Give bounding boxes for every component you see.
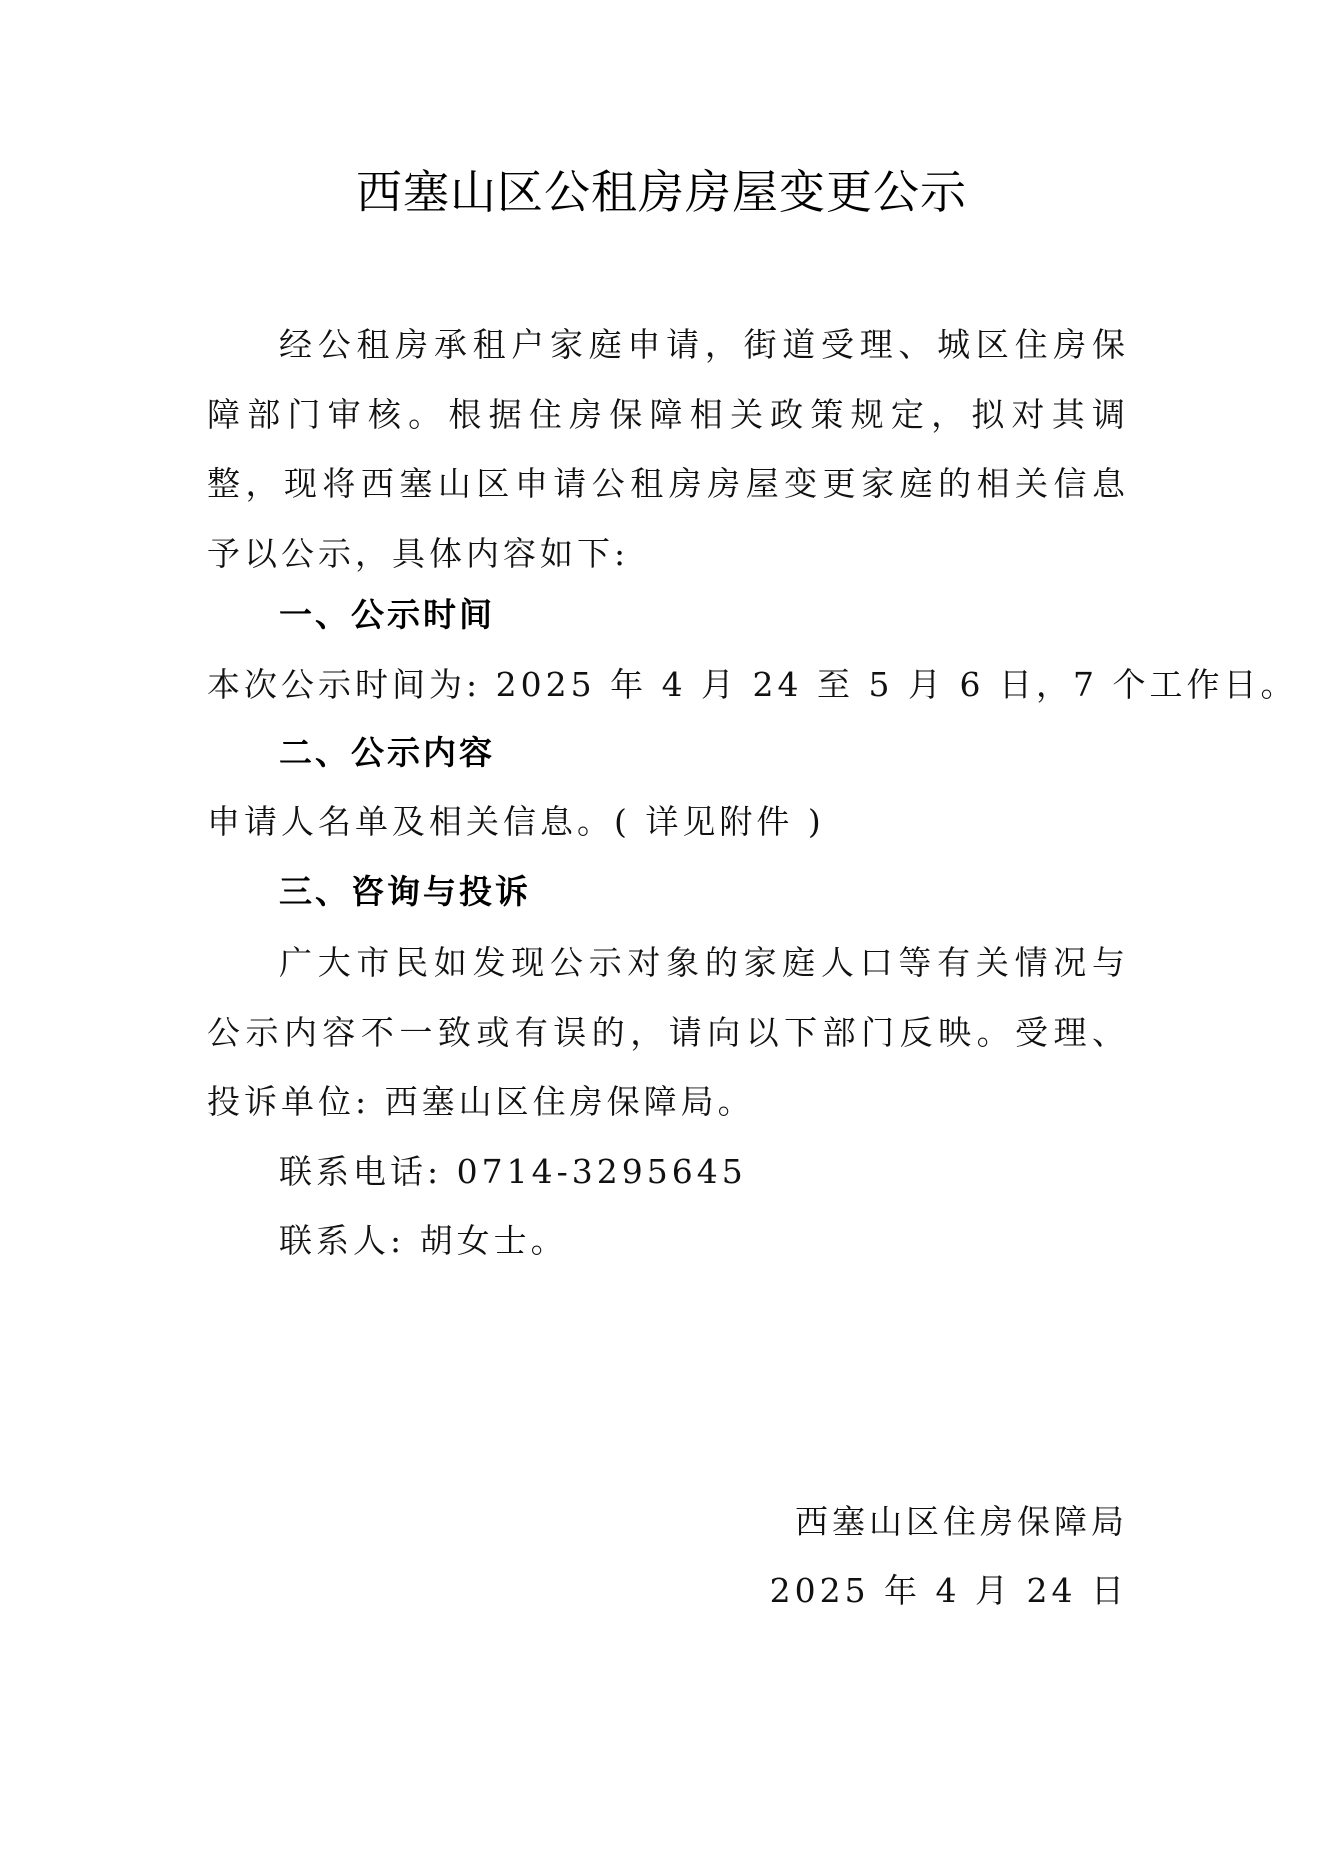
section-heading-complaint: 三、咨询与投诉 [279,872,531,911]
signature-date: 2025 年 4 月 24 日 [769,1571,1128,1610]
intro-paragraph: 经公租房承租户家庭申请，街道受理、城区住房保障部门审核。根据住房保障相关政策规定，拟对其调整，现将西塞山区申请公租房房屋变更家庭的相关信息予以公示，具体内容如下: [207,325,1129,573]
contact-phone: 联系电话: 0714-3295645 [279,1152,747,1191]
section-heading-time: 一、公示时间 [279,595,495,634]
section-heading-content: 二、公示内容 [279,733,495,772]
signature-organization: 西塞山区住房保障局 [795,1502,1128,1541]
section-text-complaint: 广大市民如发现公示对象的家庭人口等有关情况与公示内容不一致或有误的，请向以下部门反映。受理、投诉单位: 西塞山区住房保障局。 [207,943,1129,1121]
document-title: 西塞山区公租房房屋变更公示 [356,165,967,219]
contact-person: 联系人: 胡女士。 [279,1221,568,1260]
section-text-time: 本次公示时间为: 2025 年 4 月 24 至 5 月 6 日，7 个工作日。 [207,665,1298,704]
section-text-content: 申请人名单及相关信息。( 详见附件 ) [207,802,825,841]
